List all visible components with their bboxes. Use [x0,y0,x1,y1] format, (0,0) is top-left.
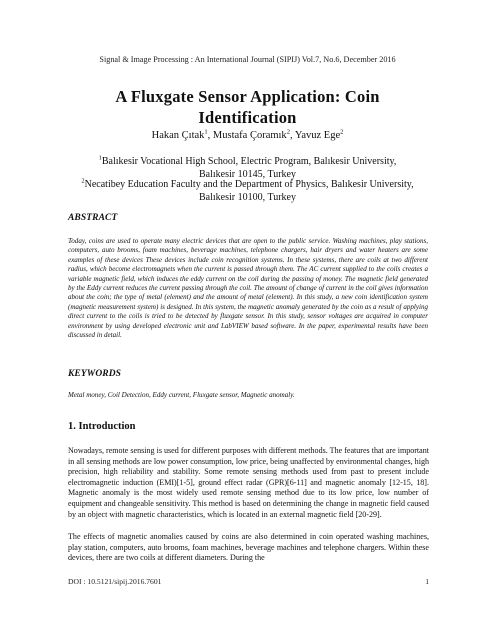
keywords-text: Metal money, Coil Detection, Eddy current, Fluxgate sensor, Magnetic anomaly. [68,391,295,399]
author-name: Mustafa Çoramık [212,130,287,141]
introduction-heading: 1. Introduction [68,421,136,432]
keywords-heading: KEYWORDS [68,369,122,379]
doi-text[interactable]: DOI : 10.5121/sipij.2016.7601 [68,577,162,586]
author-affil-mark: 1 [204,128,208,136]
affil-line: Balıkesir 10145, Turkey [199,168,296,180]
introduction-paragraph-2: The effects of magnetic anomalies caused by coins are also determined in coin operated washing machines, play station, computers, auto brooms, foam machines, beverage machines and telephone chargers. Within these devices, there are two coils at different diameters. During the [68,532,429,563]
author-name: Hakan Çıtak [151,130,205,141]
paper-title [40,86,455,128]
affil-mark: 1 [98,154,102,162]
title-line-1: A Fluxgate Sensor Application: Coin [115,87,380,106]
author-list: Hakan Çıtak$^1$, Mustafa Çoramık$^2$, Yavuz Ege$^2$ [151,128,344,141]
introduction-paragraph-1: Nowadays, remote sensing is used for different purposes with different methods. The features that are important in all sensing methods are low power consumption, low price, being unaffected by environmental changes, high precision, high reliability and stability. Some remote sensing methods used from past to present include electromagnetic induction (EMI)[1-5], ground effect radar (GPR)[6-11] and magnetic anomaly [12-15, 18]. Magnetic anomaly is the most widely used remote sensing method due to its low price, low number of equipment and changeable sensitivity. This method is based on determining the change in magnetic field caused by an object with magnetic characteristics, which is located in an external magnetic field [20-29]. [68,446,429,519]
author-affil-mark: 2 [286,128,290,136]
abstract-text: Today, coins are used to operate many electric devices that are open to the public service. Washing machines, play stations, computers, auto brooms, foam machines, beverage machines, telephone chargers, hair dryers and water heaters are some examples of these devices These devices include coin recognition systems. In these systems, there are coils at two different radius, which become electromagnets when the current is passed through them. The AC current supplied to the coils creates a variable magnetic field, which induces the eddy current on the coil during the passing of money. The magnetic field generated by the Eddy current reduces the current passing through the coil. The amount of change of current in the coil gives information about the coin; the type of metal (element) and the amount of metal (element). In this study, a new coin identification system (magnetic measurement system) is designed. In this system, the magnetic anomaly generated by the coin as a result of applying direct current to the coils is tried to be detected by fluxgate sensor. In this study, sensor voltages are acquired in computer environment by using developed electronic unit and LabVIEW based software. In the paper, experimental results have been discussed in detail. [68,237,428,340]
title-line-2: Identification [198,108,297,127]
abstract-heading: ABSTRACT [68,213,118,223]
affil-line: Balıkesir Vocational High School, Electric Program, Balıkesir University, [101,156,397,167]
affil-mark: 2 [81,177,85,185]
affil-line: Balıkesir 10100, Turkey [199,191,296,203]
author-name: Yavuz Ege [294,130,341,141]
journal-header: Signal & Image Processing : An International Journal (SIPIJ) Vol.7, No.6, December 2016 [99,55,396,64]
affiliation-2 [60,179,435,204]
affiliation-1 [60,156,435,181]
affil-line: Necatibey Education Faculty and the Department of Physics, Balıkesir University, [84,179,414,190]
author-affil-mark: 2 [340,128,344,136]
page-number: 1 [425,577,429,586]
